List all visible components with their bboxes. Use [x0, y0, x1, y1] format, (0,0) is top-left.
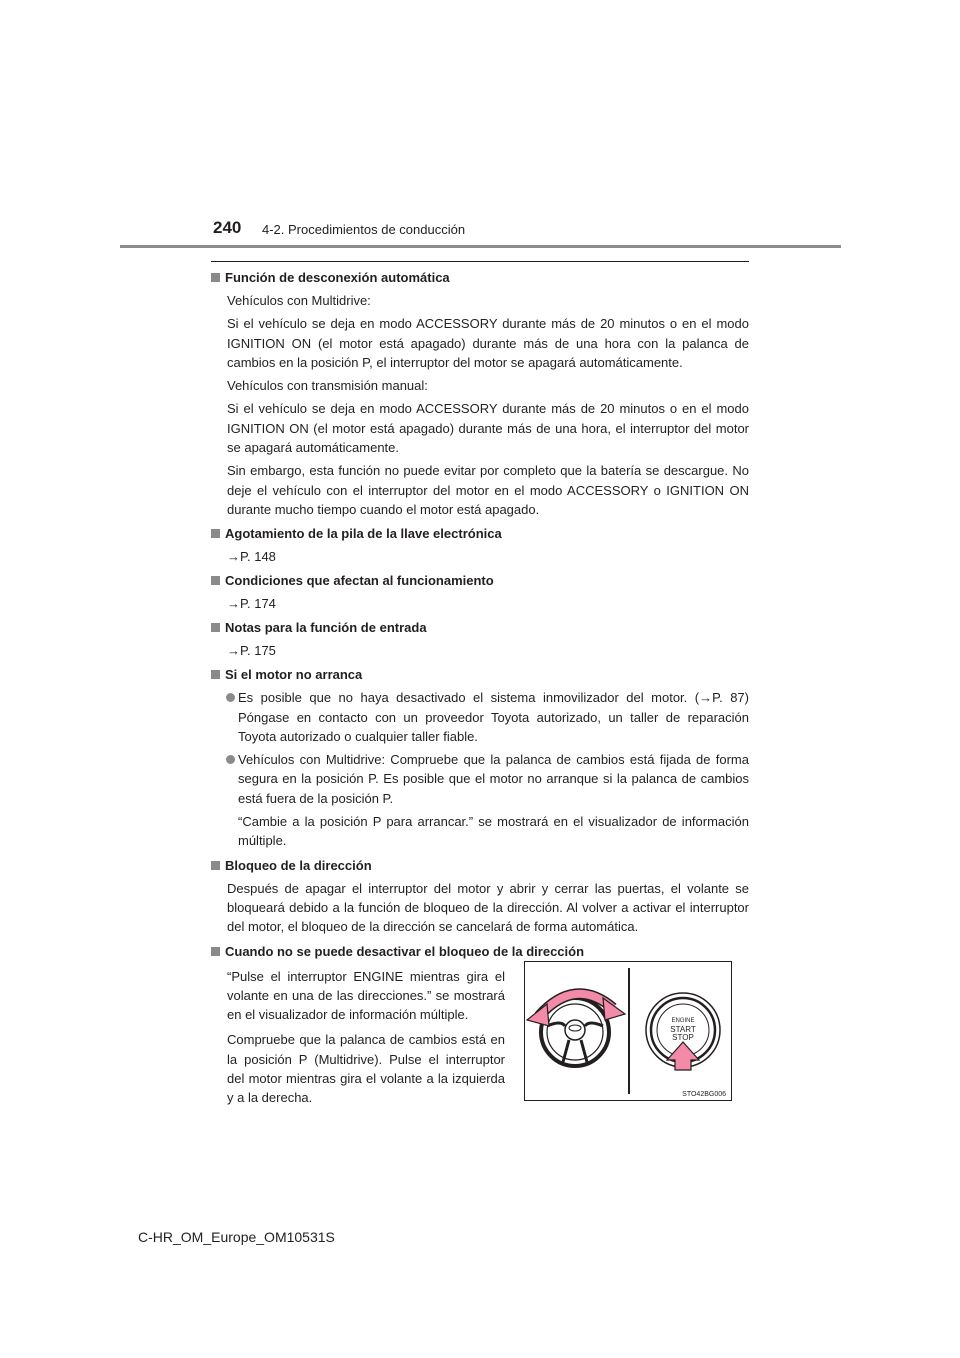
button-label-engine: ENGINE: [671, 1017, 695, 1024]
figure-code: STO42BG006: [682, 1090, 726, 1098]
bullet-item: [227, 750, 749, 808]
paragraph: Sin embargo, esta función no puede evitar por completo que la batería se descargue. No deje el vehículo con el interruptor del motor en el modo ACCESSORY o IGNITION ON durante mucho tiempo cuando el motor está apagado.: [227, 463, 749, 517]
section-heading: [211, 524, 749, 543]
steering-release-text: [227, 967, 505, 1108]
footer-code: C-HR_OM_Europe_OM10531S: [138, 1229, 335, 1245]
steering-figure: [524, 961, 732, 1101]
header-rule: [120, 245, 841, 248]
section-key-battery: [211, 524, 749, 566]
button-label-start: START: [670, 1024, 696, 1034]
page-number: 240: [213, 218, 242, 237]
bullet-text: Es posible que no haya desactivado el sistema inmovilizador del motor. (→P. 87) Póngase en contacto con un proveedor Toyota autorizado, un taller de reparación Toyota autorizado o cualquier taller fiable.: [238, 690, 749, 744]
square-bullet-icon: [211, 670, 220, 679]
heading-text: Si el motor no arranca: [225, 667, 363, 683]
section-heading: [211, 942, 749, 961]
page-reference: →P. 175: [227, 643, 276, 659]
steering-wheel-illustration: [525, 962, 731, 1100]
paragraph: Después de apagar el interruptor del motor y abrir y cerrar las puertas, el volante se bloqueará debido a la función de bloqueo de la dirección. Al volver a activar el interruptor del motor, el bloqueo de la dirección se cancelará de forma automática.: [227, 880, 749, 935]
square-bullet-icon: [211, 576, 220, 585]
bullet-note: “Cambie a la posición P para arrancar.” se mostrará en el visualizador de información múltiple.: [238, 814, 749, 849]
heading-text: Agotamiento de la pila de la llave electrónica: [225, 526, 502, 542]
paragraph: Compruebe que la palanca de cambios está en la posición P (Multidrive). Pulse el interruptor del motor mientras gira el volante a la izquierda y a la derecha.: [227, 1032, 505, 1106]
section-heading: [211, 856, 749, 875]
square-bullet-icon: [211, 623, 220, 632]
square-bullet-icon: [211, 947, 220, 956]
section-entry-notes: [211, 618, 749, 660]
heading-text: Notas para la función de entrada: [225, 620, 427, 636]
paragraph: Vehículos con Multidrive:: [227, 293, 371, 308]
section-heading: [211, 268, 749, 287]
section-heading: [211, 665, 749, 684]
content: [211, 268, 749, 1121]
heading-text: Condiciones que afectan al funcionamiento: [225, 573, 494, 589]
square-bullet-icon: [211, 529, 220, 538]
section-heading: [211, 571, 749, 590]
heading-text: Función de desconexión automática: [225, 270, 450, 285]
square-bullet-icon: [211, 861, 220, 870]
section-steering-lock: [211, 856, 749, 937]
content-top-rule: [211, 261, 749, 262]
paragraph: “Pulse el interruptor ENGINE mientras gira el volante en una de las direcciones.” se mostrará en el visualizador de información múltiple.: [227, 968, 505, 1023]
square-bullet-icon: [211, 273, 220, 282]
round-bullet-icon: [226, 755, 235, 764]
section-auto-off: [211, 268, 749, 519]
paragraph: Vehículos con transmisión manual:: [227, 378, 428, 394]
round-bullet-icon: [226, 693, 235, 702]
section-heading: [211, 618, 749, 637]
paragraph: Si el vehículo se deja en modo ACCESSORY durante más de 20 minutos o en el modo IGNITION ON (el motor está apagado) durante más de una hora con la palanca de cambios en la posición P, el interruptor del motor se apagará automáticamente.: [227, 316, 749, 370]
heading-text: Cuando no se puede desactivar el bloqueo de la dirección: [225, 943, 585, 959]
bullet-text: Vehículos con Multidrive: Compruebe que la palanca de cambios está fijada de forma segura en la posición P. Es posible que el motor no arranque si la palanca de cambios está fuera de la posición P.: [238, 752, 749, 806]
steering-release-block: [211, 961, 749, 1121]
section-cannot-release: [211, 942, 749, 1121]
section-engine-no-start: [211, 665, 749, 850]
page-reference: →P. 174: [227, 596, 276, 612]
bullet-item: [227, 688, 749, 746]
page-reference: →P. 148: [227, 549, 276, 565]
section-title: 4-2. Procedimientos de conducción: [262, 222, 466, 237]
paragraph: Si el vehículo se deja en modo ACCESSORY durante más de 20 minutos o en el modo IGNITION ON (el motor está apagado) durante más de una hora, el interruptor del motor se apagará automáticamente.: [227, 401, 749, 456]
heading-text: Bloqueo de la dirección: [225, 857, 372, 873]
button-label-stop: STOP: [672, 1032, 694, 1042]
section-conditions: [211, 571, 749, 613]
